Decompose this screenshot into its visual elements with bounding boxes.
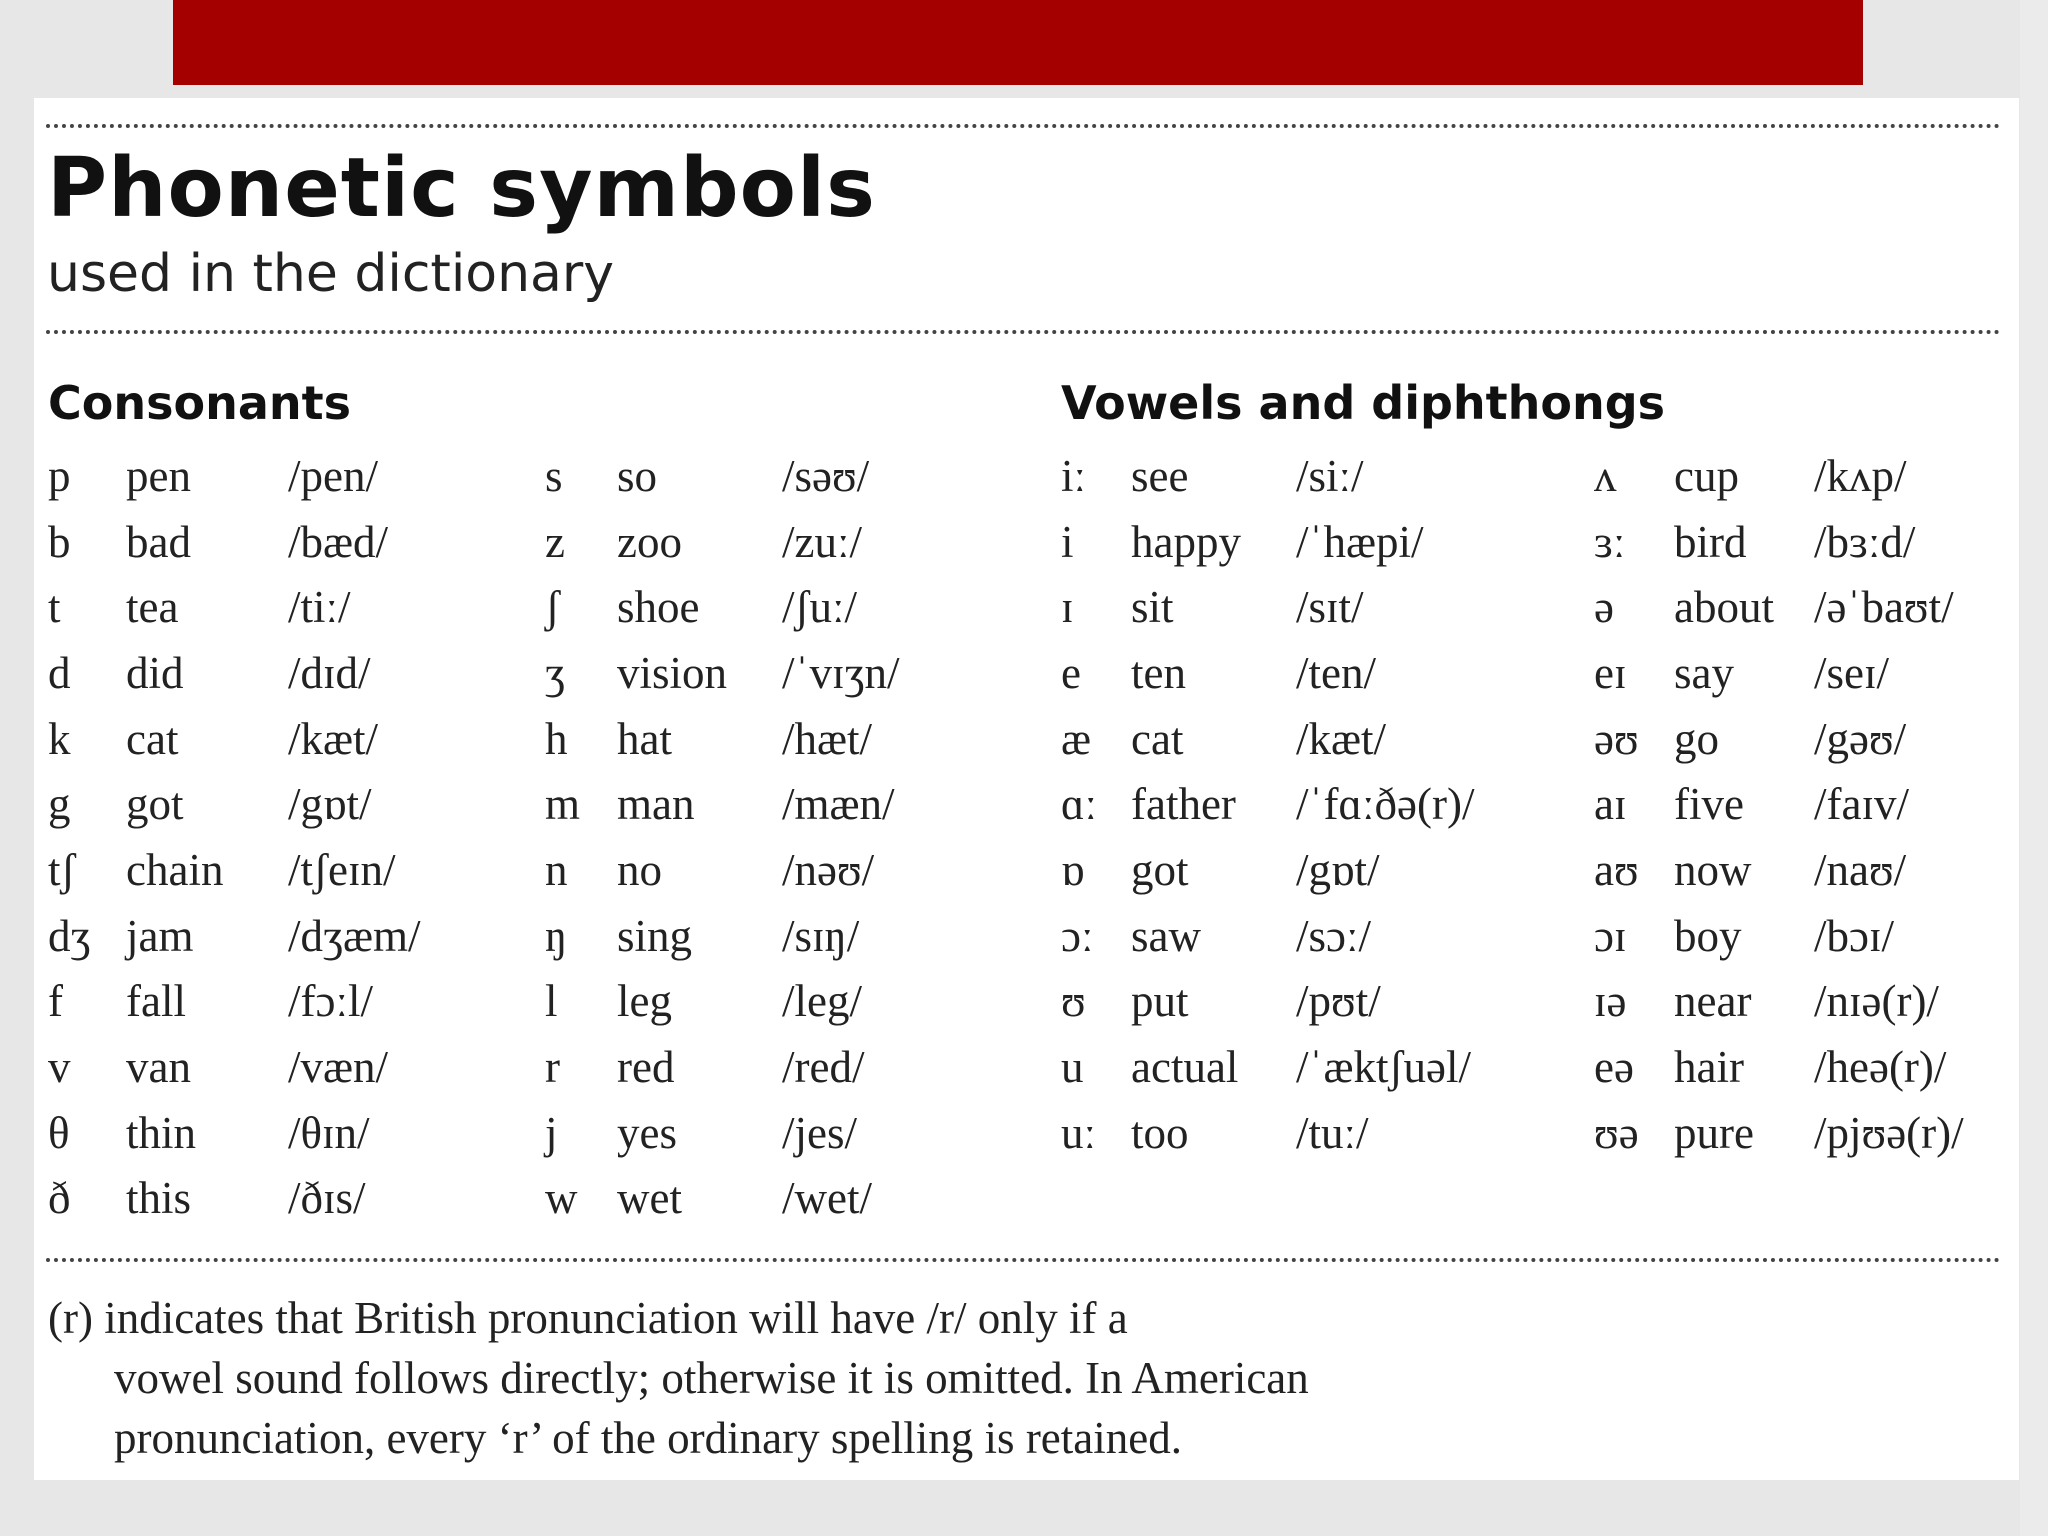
- phonetic-row: [1594, 771, 2044, 837]
- consonants-heading: Consonants: [48, 376, 351, 430]
- phonetic-row: [48, 509, 548, 575]
- consonants-right-column: [545, 443, 1042, 1231]
- example-word: near: [1674, 976, 1752, 1027]
- example-word: sing: [617, 910, 693, 961]
- phonetic-symbol: əʊ: [1594, 713, 1639, 764]
- transcription: /gɒt/: [288, 779, 372, 830]
- page-title: Phonetic symbols: [47, 141, 876, 236]
- phonetic-symbol: z: [545, 516, 565, 567]
- transcription: /ˈhæpi/: [1296, 516, 1424, 567]
- phonetic-row: [1594, 903, 2044, 969]
- footnote-line-2: vowel sound follows directly; otherwise it is omitted. In American: [114, 1353, 1309, 1403]
- footnote: [48, 1288, 1309, 1468]
- phonetic-symbol: h: [545, 713, 568, 764]
- phonetic-row: [48, 1034, 548, 1100]
- vowels-right-column: [1594, 443, 2044, 1166]
- transcription: /gəʊ/: [1814, 713, 1907, 764]
- phonetic-symbol: p: [48, 450, 71, 501]
- phonetic-symbol: d: [48, 647, 71, 698]
- transcription: /siː/: [1296, 450, 1364, 501]
- transcription: /ˈæktʃuəl/: [1296, 1042, 1471, 1093]
- phonetic-symbol: ɑː: [1061, 779, 1098, 830]
- example-word: jam: [126, 910, 194, 961]
- phonetic-symbol: r: [545, 1042, 560, 1093]
- phonetic-symbol: ə: [1594, 582, 1614, 633]
- phonetic-row: [48, 443, 548, 509]
- phonetic-symbol: n: [545, 844, 568, 895]
- phonetic-symbol: m: [545, 779, 581, 830]
- phonetic-row: [1061, 903, 1596, 969]
- example-word: tea: [126, 582, 179, 633]
- phonetic-row: [1061, 706, 1596, 772]
- example-word: did: [126, 647, 184, 698]
- transcription: /jes/: [782, 1107, 857, 1158]
- transcription: /wet/: [782, 1173, 872, 1224]
- example-word: man: [617, 779, 695, 830]
- phonetic-row: [48, 837, 548, 903]
- transcription: /faɪv/: [1814, 779, 1909, 830]
- phonetic-symbol: ʌ: [1594, 450, 1617, 501]
- example-word: wet: [617, 1173, 682, 1224]
- transcription: /pʊt/: [1296, 976, 1381, 1027]
- phonetic-row: [1061, 837, 1596, 903]
- phonetic-symbol: i: [1061, 516, 1074, 567]
- phonetic-row: [1594, 706, 2044, 772]
- footnote-line-1: (r) indicates that British pronunciation will have /r/ only if a: [48, 1293, 1128, 1343]
- example-word: hair: [1674, 1042, 1744, 1093]
- transcription: /ˈfɑːðə(r)/: [1296, 779, 1475, 830]
- transcription: /ˈvɪʒn/: [782, 647, 900, 698]
- example-word: put: [1131, 976, 1189, 1027]
- phonetic-row: [1594, 640, 2044, 706]
- transcription: /væn/: [288, 1042, 389, 1093]
- example-word: cat: [126, 713, 179, 764]
- vowels-left-column: [1061, 443, 1596, 1166]
- phonetic-symbol: k: [48, 713, 71, 764]
- example-word: see: [1131, 450, 1189, 501]
- phonetic-symbol: t: [48, 582, 61, 633]
- example-word: shoe: [617, 582, 700, 633]
- transcription: /kʌp/: [1814, 450, 1907, 501]
- footer-dotted-rule: [46, 1258, 2001, 1262]
- transcription: /heə(r)/: [1814, 1042, 1947, 1093]
- transcription: /red/: [782, 1042, 865, 1093]
- example-word: fall: [126, 976, 186, 1027]
- example-word: five: [1674, 779, 1744, 830]
- phonetic-row: [1594, 969, 2044, 1035]
- phonetic-symbol: ɔː: [1061, 910, 1094, 961]
- example-word: so: [617, 450, 658, 501]
- phonetic-row: [1061, 1100, 1596, 1166]
- transcription: /kæt/: [1296, 713, 1387, 764]
- phonetic-row: [1594, 443, 2044, 509]
- transcription: /kæt/: [288, 713, 379, 764]
- phonetic-symbol: ŋ: [545, 910, 568, 961]
- phonetic-row: [545, 443, 1042, 509]
- phonetic-row: [1594, 1100, 2044, 1166]
- phonetic-row: [545, 837, 1042, 903]
- transcription: /bæd/: [288, 516, 389, 567]
- footnote-line-3: pronunciation, every ‘r’ of the ordinary spelling is retained.: [114, 1413, 1182, 1463]
- phonetic-symbol: ɒ: [1061, 844, 1085, 895]
- transcription: /tʃeɪn/: [288, 844, 396, 895]
- phonetic-symbol: ɪ: [1061, 582, 1074, 633]
- phonetic-symbol: l: [545, 976, 558, 1027]
- phonetic-row: [1594, 1034, 2044, 1100]
- phonetic-symbol: tʃ: [48, 844, 76, 895]
- phonetic-symbol: aɪ: [1594, 779, 1627, 830]
- transcription: /sɪŋ/: [782, 910, 860, 961]
- phonetic-row: [545, 771, 1042, 837]
- transcription: /θɪn/: [288, 1107, 370, 1158]
- example-word: got: [126, 779, 184, 830]
- example-word: no: [617, 844, 662, 895]
- example-word: red: [617, 1042, 675, 1093]
- phonetic-symbol: ʃ: [545, 582, 560, 633]
- phonetic-symbol: uː: [1061, 1107, 1097, 1158]
- phonetic-symbol: ð: [48, 1173, 71, 1224]
- phonetic-symbol: j: [545, 1107, 558, 1158]
- phonetic-symbol: ʒ: [545, 647, 565, 698]
- example-word: got: [1131, 844, 1189, 895]
- transcription: /gɒt/: [1296, 844, 1380, 895]
- phonetic-symbol: ʊə: [1594, 1107, 1639, 1158]
- phonetic-row: [48, 1100, 548, 1166]
- top-dotted-rule: [46, 124, 2001, 128]
- example-word: zoo: [617, 516, 682, 567]
- phonetic-row: [1061, 1034, 1596, 1100]
- phonetic-symbol: s: [545, 450, 563, 501]
- example-word: cup: [1674, 450, 1739, 501]
- example-word: thin: [126, 1107, 197, 1158]
- phonetic-row: [545, 1100, 1042, 1166]
- transcription: /sɔː/: [1296, 910, 1371, 961]
- vowels-heading: Vowels and diphthongs: [1061, 376, 1666, 430]
- consonants-left-column: [48, 443, 548, 1231]
- phonetic-row: [545, 1166, 1042, 1232]
- phonetic-row: [48, 574, 548, 640]
- phonetic-symbol: u: [1061, 1042, 1084, 1093]
- transcription: /dɪd/: [288, 647, 371, 698]
- phonetic-symbol: aʊ: [1594, 844, 1639, 895]
- phonetic-row: [545, 509, 1042, 575]
- transcription: /dʒæm/: [288, 910, 421, 961]
- example-word: this: [126, 1173, 192, 1224]
- page-subtitle: used in the dictionary: [47, 244, 615, 304]
- phonetic-row: [545, 1034, 1042, 1100]
- transcription: /fɔːl/: [288, 976, 373, 1027]
- phonetic-symbol: v: [48, 1042, 71, 1093]
- transcription: /seɪ/: [1814, 647, 1889, 698]
- phonetic-symbol: g: [48, 779, 71, 830]
- phonetic-symbol: ʊ: [1061, 976, 1086, 1027]
- transcription: /tuː/: [1296, 1107, 1369, 1158]
- example-word: bad: [126, 516, 191, 567]
- accent-bar: [173, 0, 1863, 85]
- phonetic-row: [1061, 509, 1596, 575]
- example-word: now: [1674, 844, 1752, 895]
- phonetic-symbol: w: [545, 1173, 578, 1224]
- phonetic-row: [1061, 443, 1596, 509]
- transcription: /mæn/: [782, 779, 895, 830]
- example-word: saw: [1131, 910, 1201, 961]
- phonetic-row: [48, 706, 548, 772]
- phonetic-row: [1061, 574, 1596, 640]
- example-word: pen: [126, 450, 191, 501]
- example-word: go: [1674, 713, 1719, 764]
- example-word: about: [1674, 582, 1774, 633]
- header-dotted-rule: [46, 330, 2001, 334]
- example-word: father: [1131, 779, 1236, 830]
- phonetic-symbol: iː: [1061, 450, 1087, 501]
- phonetic-row: [48, 1166, 548, 1232]
- transcription: /bɜːd/: [1814, 516, 1916, 567]
- transcription: /ʃuː/: [782, 582, 857, 633]
- phonetic-row: [545, 640, 1042, 706]
- phonetic-symbol: e: [1061, 647, 1081, 698]
- example-word: say: [1674, 647, 1734, 698]
- phonetic-row: [545, 574, 1042, 640]
- phonetic-row: [1594, 837, 2044, 903]
- example-word: leg: [617, 976, 672, 1027]
- phonetic-row: [1594, 574, 2044, 640]
- phonetic-symbol: eə: [1594, 1042, 1634, 1093]
- example-word: chain: [126, 844, 224, 895]
- example-word: boy: [1674, 910, 1742, 961]
- example-word: bird: [1674, 516, 1747, 567]
- transcription: /bɔɪ/: [1814, 910, 1894, 961]
- phonetic-row: [545, 903, 1042, 969]
- example-word: sit: [1131, 582, 1174, 633]
- phonetic-row: [48, 640, 548, 706]
- phonetic-symbol: θ: [48, 1107, 70, 1158]
- phonetic-row: [48, 903, 548, 969]
- phonetic-symbol: f: [48, 976, 63, 1027]
- transcription: /pen/: [288, 450, 378, 501]
- example-word: vision: [617, 647, 728, 698]
- transcription: /pjʊə(r)/: [1814, 1107, 1964, 1158]
- transcription: /nɪə(r)/: [1814, 976, 1939, 1027]
- transcription: /hæt/: [782, 713, 873, 764]
- phonetic-symbol: b: [48, 516, 71, 567]
- transcription: /tiː/: [288, 582, 351, 633]
- phonetic-symbol: ɪə: [1594, 976, 1627, 1027]
- phonetic-symbol: ɜː: [1594, 516, 1626, 567]
- phonetic-row: [1061, 771, 1596, 837]
- example-word: hat: [617, 713, 672, 764]
- phonetic-row: [48, 771, 548, 837]
- transcription: /leg/: [782, 976, 862, 1027]
- example-word: actual: [1131, 1042, 1239, 1093]
- phonetic-row: [1061, 640, 1596, 706]
- example-word: yes: [617, 1107, 677, 1158]
- transcription: /naʊ/: [1814, 844, 1907, 895]
- transcription: /sɪt/: [1296, 582, 1364, 633]
- phonetic-row: [545, 969, 1042, 1035]
- transcription: /ten/: [1296, 647, 1376, 698]
- example-word: too: [1131, 1107, 1189, 1158]
- example-word: ten: [1131, 647, 1186, 698]
- phonetic-symbol: dʒ: [48, 910, 91, 961]
- transcription: /ðɪs/: [288, 1173, 366, 1224]
- phonetic-row: [1594, 509, 2044, 575]
- phonetic-row: [48, 969, 548, 1035]
- phonetic-row: [1061, 969, 1596, 1035]
- transcription: /əˈbaʊt/: [1814, 582, 1954, 633]
- transcription: /nəʊ/: [782, 844, 875, 895]
- phonetic-symbol: æ: [1061, 713, 1092, 764]
- dictionary-page: [34, 98, 2019, 1480]
- phonetic-row: [545, 706, 1042, 772]
- transcription: /səʊ/: [782, 450, 870, 501]
- example-word: van: [126, 1042, 191, 1093]
- transcription: /zuː/: [782, 516, 862, 567]
- example-word: pure: [1674, 1107, 1754, 1158]
- example-word: cat: [1131, 713, 1184, 764]
- phonetic-symbol: eɪ: [1594, 647, 1627, 698]
- example-word: happy: [1131, 516, 1241, 567]
- phonetic-symbol: ɔɪ: [1594, 910, 1627, 961]
